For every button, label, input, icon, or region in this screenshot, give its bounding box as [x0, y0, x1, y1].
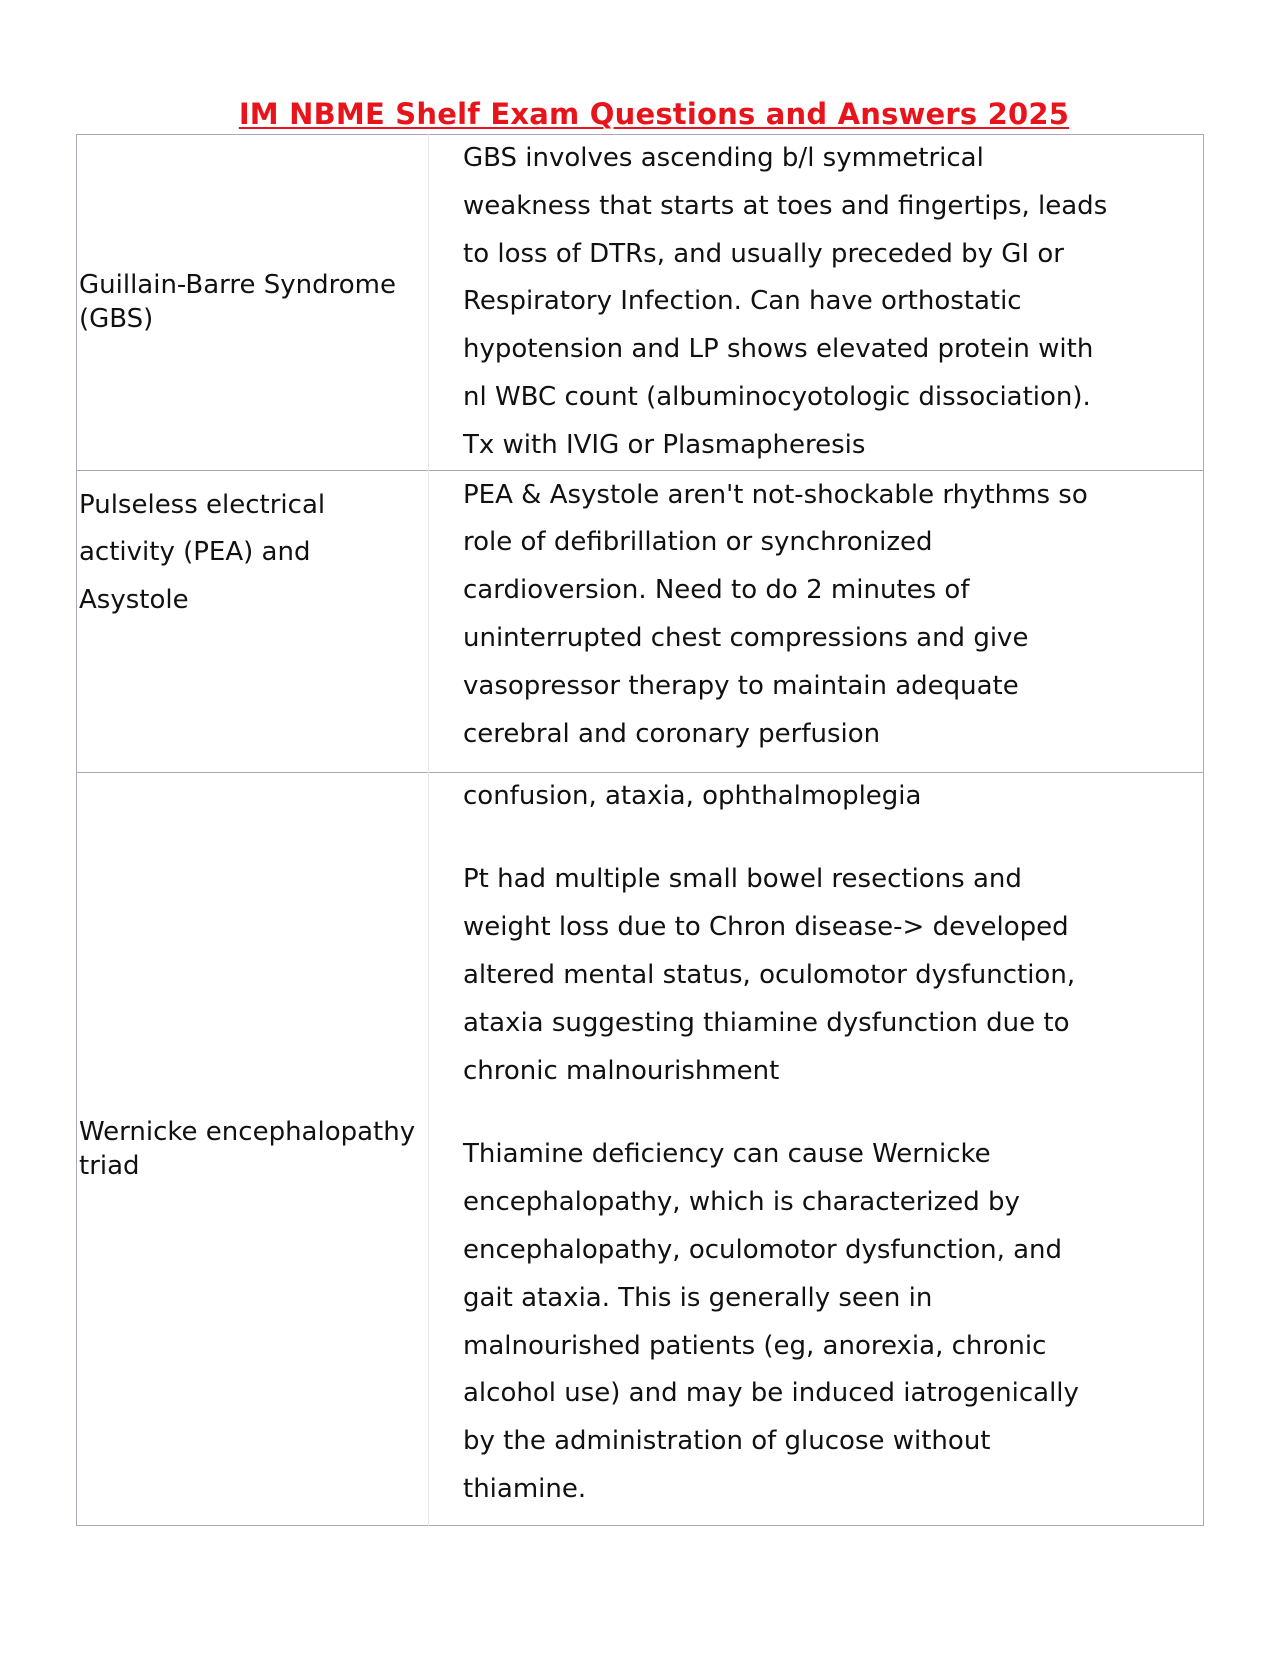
paragraph-gap [463, 820, 1113, 856]
table-row [77, 772, 1204, 1525]
document-title: IM NBME Shelf Exam Questions and Answers 2025 [238, 97, 1070, 131]
term-cell [77, 135, 429, 471]
table-row [77, 470, 1204, 772]
term-text: Wernicke encephalopathy triad [79, 1116, 416, 1181]
term-text: Pulseless electrical activity (PEA) and Asystole [79, 489, 326, 616]
definition-paragraph: Pt had multiple small bowel resections and weight loss due to Chron disease-> developed altered mental status, oculomotor dysfunction, ataxia suggesting thiamine dysfunction due to chronic malnourishment [463, 864, 1076, 1086]
table-row [77, 135, 1204, 471]
paragraph-gap [463, 1095, 1113, 1131]
term-cell [77, 772, 429, 1525]
definition-cell [429, 772, 1204, 1525]
definition-paragraph: Thiamine deficiency can cause Wernicke encephalopathy, which is characterized by encephalopathy, oculomotor dysfunction, and gait ataxia. This is generally seen in malnourished patients (eg, anorexia, chronic alcohol use) and may be induced iatrogenically by the administration of glucose without thiamine. [463, 1139, 1079, 1504]
definition-cell [429, 470, 1204, 772]
term-text: Guillain-Barre Syndrome (GBS) [79, 270, 396, 335]
definition-text: PEA & Asystole aren't not-shockable rhythms so role of defibrillation or synchronized cardioversion. Need to do 2 minutes of uninterrupted chest compressions and give vasopressor therapy to maintain adequate cerebral and coronary perfusion [463, 479, 1088, 749]
term-cell [77, 470, 429, 772]
definition-text: GBS involves ascending b/l symmetrical weakness that starts at toes and fingertips, leads to loss of DTRs, and usually preceded by GI or Respiratory Infection. Can have orthostatic hypotension and LP shows elevated protein with nl WBC count (albuminocyotologic dissociation). Tx with IVIG or Plasmapheresis [463, 143, 1108, 460]
definition-cell [429, 135, 1204, 471]
qa-table [76, 134, 1204, 1526]
definition-paragraph: confusion, ataxia, ophthalmoplegia [463, 780, 922, 811]
